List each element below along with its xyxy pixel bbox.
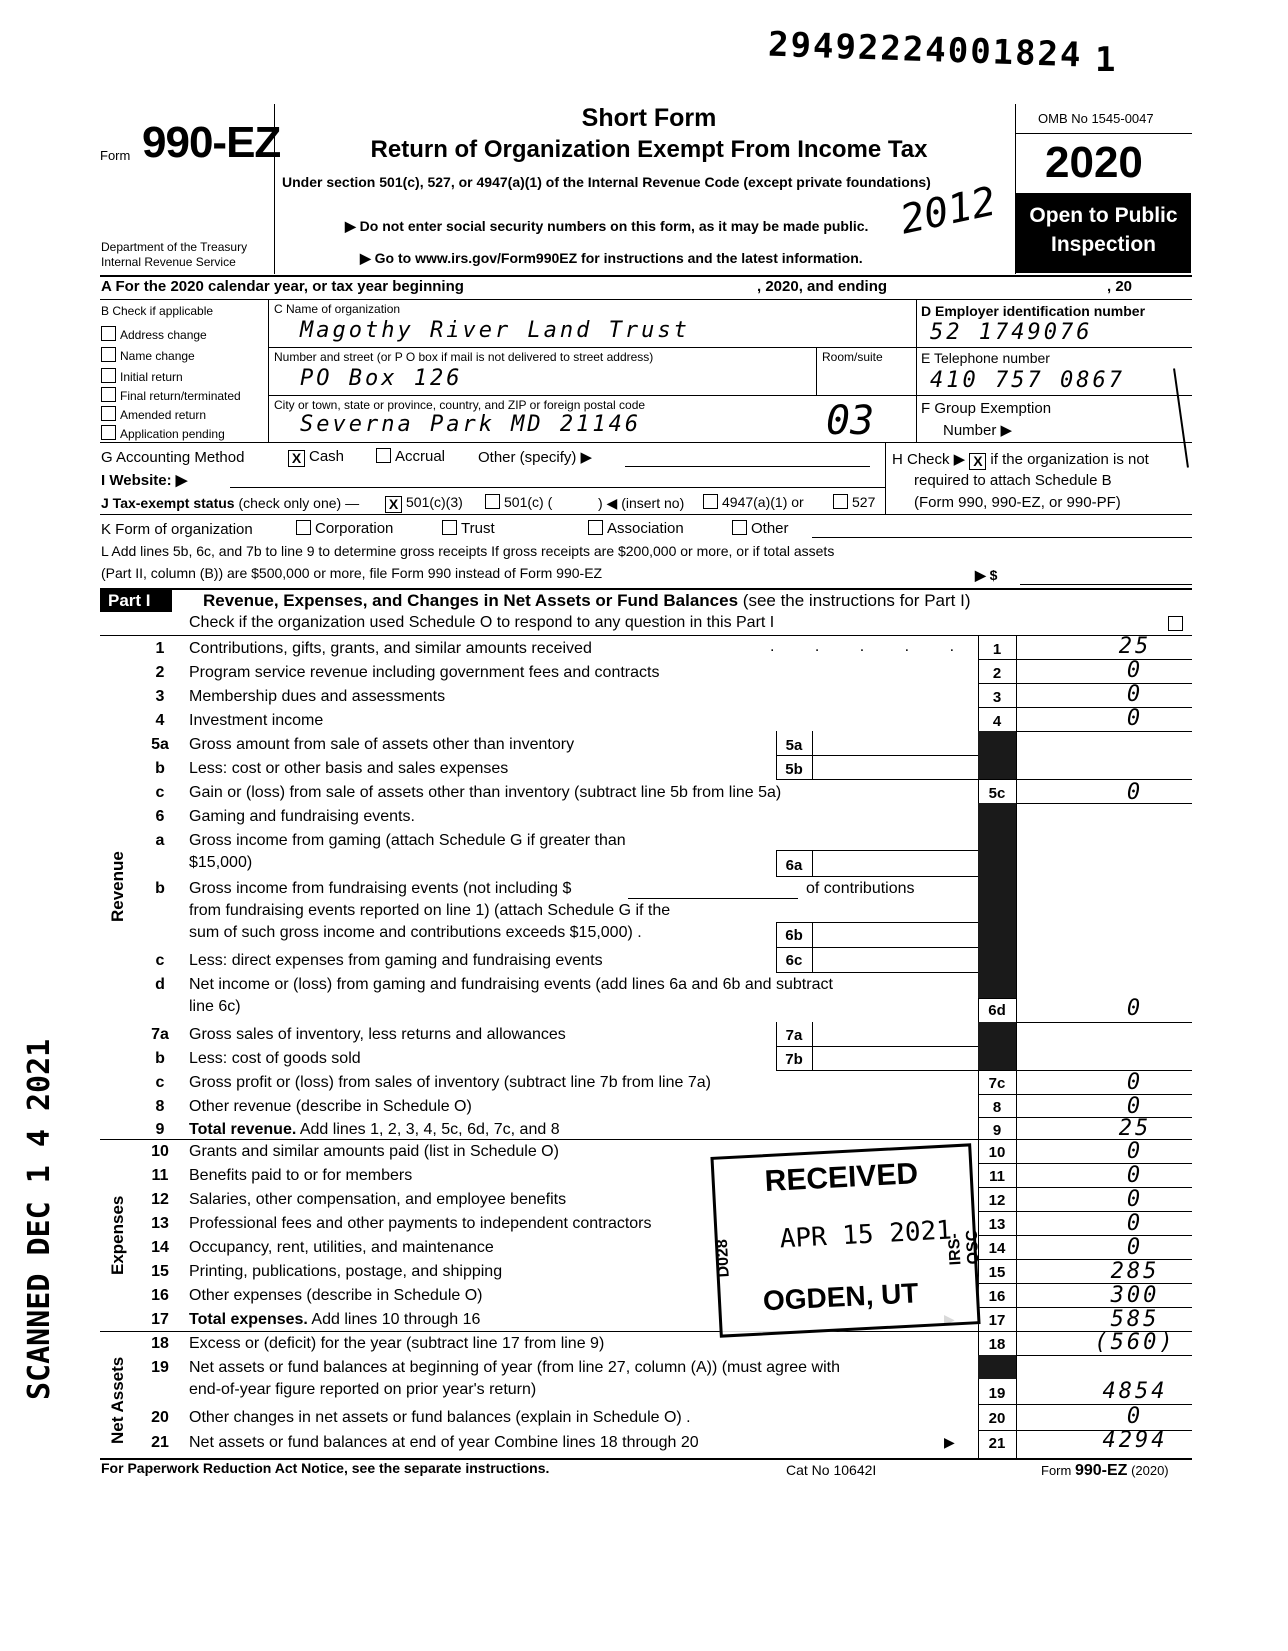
section-b-label: B Check if applicable bbox=[101, 304, 214, 318]
line6c-num: c bbox=[155, 952, 165, 969]
status-501c3-label: 501(c)(3) bbox=[406, 494, 463, 510]
margin-note: 03 bbox=[826, 398, 875, 444]
schedule-b-checkbox[interactable]: X bbox=[969, 453, 986, 470]
scanned-stamp: SCANNED DEC 1 4 2021 bbox=[22, 1038, 57, 1400]
part1-tag: Part I bbox=[108, 591, 151, 610]
line6b-desc1b: of contributions bbox=[806, 880, 915, 897]
line6b-num: b bbox=[155, 880, 165, 897]
line7a-desc: Gross sales of inventory, less returns and allowances bbox=[189, 1026, 566, 1043]
line20-box: 20 bbox=[988, 1410, 1006, 1427]
line11-desc: Benefits paid to or for members bbox=[189, 1167, 413, 1184]
line13-desc: Professional fees and other payments to independent contractors bbox=[189, 1215, 652, 1232]
line6-num: 6 bbox=[155, 808, 165, 825]
received-stamp bbox=[710, 1143, 983, 1337]
line8-value[interactable]: 0 bbox=[1126, 1094, 1144, 1119]
line6d-box: 6d bbox=[988, 1002, 1006, 1019]
line10-desc: Grants and similar amounts paid (list in Schedule O) bbox=[189, 1143, 559, 1160]
form-number: 990-EZ bbox=[142, 118, 281, 167]
line13-box: 13 bbox=[988, 1216, 1006, 1233]
group-exemption-label: F Group Exemption bbox=[921, 400, 1052, 417]
line2-desc: Program service revenue including government fees and contracts bbox=[189, 664, 660, 681]
line6c-desc: Less: direct expenses from gaming and fundraising events bbox=[189, 952, 603, 969]
received-stamp-date: APR 15 2021 bbox=[779, 1215, 953, 1255]
line18-num: 18 bbox=[151, 1335, 169, 1352]
line15-box: 15 bbox=[988, 1264, 1006, 1281]
other-method-label: Other (specify) ▶ bbox=[478, 449, 593, 466]
line18-box: 18 bbox=[988, 1336, 1006, 1353]
line5a-num: 5a bbox=[151, 736, 169, 753]
status-501c3[interactable] bbox=[385, 494, 463, 513]
expenses-side-label: Expenses bbox=[108, 1195, 127, 1275]
line5-shade bbox=[978, 731, 1016, 779]
amended-return-label: Amended return bbox=[120, 408, 207, 422]
org-association-label: Association bbox=[607, 520, 684, 537]
line4-num: 4 bbox=[155, 712, 165, 729]
line6-desc: Gaming and fundraising events. bbox=[189, 808, 415, 825]
line11-box: 11 bbox=[989, 1168, 1005, 1185]
dept-irs: Internal Revenue Service bbox=[101, 255, 236, 269]
line6d-value[interactable]: 0 bbox=[1126, 996, 1144, 1021]
org-name-value[interactable]: Magothy River Land Trust bbox=[300, 318, 690, 343]
footer-paperwork-notice: For Paperwork Reduction Act Notice, see the separate instructions. bbox=[101, 1460, 550, 1476]
form-of-org-label: K Form of organization bbox=[101, 521, 253, 538]
line7b-box: 7b bbox=[785, 1051, 803, 1068]
footer-form-id bbox=[1041, 1462, 1169, 1480]
line5c-value[interactable]: 0 bbox=[1126, 780, 1144, 805]
part1-title-bold: Revenue, Expenses, and Changes in Net Assets or Fund Balances bbox=[203, 591, 739, 610]
checkbox-address-change[interactable] bbox=[101, 326, 207, 342]
dln-stamp-suffix: 1 bbox=[1095, 40, 1116, 80]
line6b-box: 6b bbox=[785, 927, 803, 944]
line9-desc bbox=[189, 1121, 560, 1139]
line20-value[interactable]: 0 bbox=[1126, 1404, 1144, 1429]
line5a-box: 5a bbox=[785, 737, 803, 754]
open-to-public-1: Open to Public bbox=[1029, 204, 1178, 227]
street-value[interactable]: PO Box 126 bbox=[300, 366, 463, 391]
line19-box: 19 bbox=[988, 1385, 1006, 1402]
line13-value[interactable]: 0 bbox=[1126, 1211, 1144, 1236]
footer-form-number: 990-EZ bbox=[1074, 1462, 1128, 1479]
street-label: Number and street (or P O box if mail is not delivered to street address) bbox=[274, 350, 654, 364]
line13-num: 13 bbox=[151, 1215, 169, 1232]
address-change-label: Address change bbox=[120, 328, 207, 342]
net-assets-side-label: Net Assets bbox=[108, 1356, 127, 1444]
org-trust[interactable] bbox=[442, 520, 495, 537]
line6c-box: 6c bbox=[785, 952, 803, 969]
schedule-b-line3: (Form 990, 990-EZ, or 990-PF) bbox=[914, 494, 1121, 511]
org-corporation-label: Corporation bbox=[315, 520, 394, 537]
line15-num: 15 bbox=[151, 1263, 169, 1280]
line16-num: 16 bbox=[151, 1287, 169, 1304]
line2-box: 2 bbox=[992, 665, 1002, 682]
line6a-num: a bbox=[155, 832, 165, 849]
part1-title-note: (see the instructions for Part I) bbox=[742, 591, 971, 610]
margin-bracket bbox=[1173, 368, 1189, 467]
omb-number: OMB No 1545-0047 bbox=[1038, 111, 1154, 126]
line16-value[interactable]: 300 bbox=[1110, 1283, 1160, 1308]
line6a-desc1: Gross income from gaming (attach Schedule G if greater than bbox=[189, 832, 626, 849]
line19-num: 19 bbox=[151, 1359, 169, 1376]
line14-box: 14 bbox=[988, 1240, 1006, 1257]
line6a-desc2: $15,000) bbox=[189, 854, 253, 871]
open-to-public-2: Inspection bbox=[1050, 233, 1156, 256]
line21-value[interactable]: 4294 bbox=[1102, 1428, 1168, 1453]
line2-value[interactable]: 0 bbox=[1126, 658, 1144, 683]
line8-num: 8 bbox=[155, 1098, 165, 1115]
org-other-label: Other bbox=[751, 520, 789, 537]
line7c-num: c bbox=[155, 1074, 165, 1091]
org-name-label: C Name of organization bbox=[274, 302, 401, 316]
dept-treasury: Department of the Treasury bbox=[101, 240, 248, 254]
checkbox-application-pending[interactable] bbox=[101, 425, 225, 441]
org-association[interactable] bbox=[588, 520, 684, 537]
part1-title bbox=[203, 591, 970, 611]
received-stamp-title: RECEIVED bbox=[763, 1157, 919, 1199]
line14-value[interactable]: 0 bbox=[1126, 1235, 1144, 1260]
line10-num: 10 bbox=[151, 1143, 169, 1160]
line5c-num: c bbox=[155, 784, 165, 801]
org-other[interactable] bbox=[732, 520, 789, 537]
revenue-side-label: Revenue bbox=[108, 851, 127, 922]
row-a-end: , 20 bbox=[1107, 278, 1133, 295]
line11-value[interactable]: 0 bbox=[1126, 1163, 1144, 1188]
line9-value[interactable]: 25 bbox=[1118, 1116, 1152, 1141]
line6d-num: d bbox=[155, 976, 165, 993]
ssn-notice: ▶ Do not enter social security numbers on this form, as it may be made public. bbox=[345, 218, 869, 234]
insert-no: ) ◀ (insert no) bbox=[598, 495, 685, 511]
line17-desc bbox=[189, 1311, 480, 1329]
line4-value[interactable]: 0 bbox=[1126, 706, 1144, 731]
line7-shade bbox=[978, 1022, 1016, 1070]
line12-box: 12 bbox=[988, 1192, 1006, 1209]
line19-desc1: Net assets or fund balances at beginning of year (from line 27, column (A)) (must agree with bbox=[189, 1359, 840, 1376]
line15-desc: Printing, publications, postage, and shipping bbox=[189, 1263, 503, 1280]
schedule-o-check-line: Check if the organization used Schedule O to respond to any question in this Part I bbox=[189, 614, 775, 631]
line9-num: 9 bbox=[155, 1121, 165, 1138]
cash-option[interactable] bbox=[288, 448, 344, 467]
checkbox-name-change[interactable] bbox=[101, 347, 195, 363]
line5b-box: 5b bbox=[785, 761, 803, 778]
line6-shade bbox=[978, 803, 1016, 998]
line7c-desc: Gross profit or (loss) from sales of inventory (subtract line 7b from line 7a) bbox=[189, 1074, 711, 1091]
line9-box: 9 bbox=[992, 1122, 1002, 1139]
org-trust-label: Trust bbox=[461, 520, 495, 537]
line16-box: 16 bbox=[988, 1288, 1006, 1305]
line3-num: 3 bbox=[155, 688, 165, 705]
line7c-value[interactable]: 0 bbox=[1126, 1070, 1144, 1095]
line12-num: 12 bbox=[151, 1191, 169, 1208]
line20-desc: Other changes in net assets or fund balances (explain in Schedule O) . bbox=[189, 1409, 691, 1426]
line5c-box: 5c bbox=[988, 785, 1006, 802]
schedule-b-check[interactable] bbox=[892, 450, 1149, 470]
line12-value[interactable]: 0 bbox=[1126, 1187, 1144, 1212]
line1-box: 1 bbox=[992, 641, 1002, 658]
line10-box: 10 bbox=[988, 1144, 1006, 1161]
line2-num: 2 bbox=[155, 664, 165, 681]
line3-box: 3 bbox=[992, 689, 1002, 706]
line3-desc: Membership dues and assessments bbox=[189, 688, 446, 705]
schedule-b-line2: required to attach Schedule B bbox=[914, 472, 1112, 489]
line18-value[interactable]: (560) bbox=[1094, 1330, 1176, 1355]
line7a-num: 7a bbox=[151, 1026, 169, 1043]
ein-value[interactable]: 52 1749076 bbox=[930, 320, 1093, 345]
line8-desc: Other revenue (describe in Schedule O) bbox=[189, 1098, 472, 1115]
tax-exempt-label: J Tax-exempt status bbox=[101, 495, 235, 511]
line6d-desc2: line 6c) bbox=[189, 998, 241, 1015]
website-label: I Website: ▶ bbox=[101, 472, 188, 489]
group-exemption-number: Number ▶ bbox=[943, 422, 1013, 439]
status-501c-label: 501(c) ( bbox=[504, 494, 553, 510]
final-return-label: Final return/terminated bbox=[120, 389, 241, 403]
line10-value[interactable]: 0 bbox=[1126, 1139, 1144, 1164]
received-stamp-left: D028 bbox=[713, 1238, 733, 1278]
line6d-desc1: Net income or (loss) from gaming and fundraising events (add lines 6a and 6b and subtract bbox=[189, 976, 833, 993]
form-subtitle: Under section 501(c), 527, or 4947(a)(1) of the Internal Revenue Code (except private foundations) bbox=[282, 174, 931, 190]
ein-label: D Employer identification number bbox=[921, 303, 1146, 319]
line8-box: 8 bbox=[992, 1099, 1002, 1116]
gross-receipts-line1: L Add lines 5b, 6c, and 7b to line 9 to determine gross receipts If gross receipts are $200,000 or more, or if total assets bbox=[101, 543, 835, 559]
line4-desc: Investment income bbox=[189, 712, 324, 729]
accounting-method-label: G Accounting Method bbox=[101, 449, 245, 466]
initial-return-label: Initial return bbox=[120, 370, 183, 384]
line17-desc-text: Add lines 10 through 16 bbox=[311, 1311, 481, 1328]
tax-year: 2020 bbox=[1045, 138, 1143, 187]
line9-desc-text: Add lines 1, 2, 3, 4, 5c, 6d, 7c, and 8 bbox=[299, 1121, 560, 1138]
line21-desc: Net assets or fund balances at end of year Combine lines 18 through 20 bbox=[189, 1434, 699, 1451]
line7a-box: 7a bbox=[785, 1027, 803, 1044]
checkbox-final-return[interactable] bbox=[101, 387, 241, 403]
line12-desc: Salaries, other compensation, and employee benefits bbox=[189, 1191, 567, 1208]
schedule-b-text: if the organization is not bbox=[990, 451, 1149, 468]
line17-value[interactable]: 585 bbox=[1110, 1307, 1160, 1332]
status-501c[interactable] bbox=[485, 494, 552, 510]
line17-desc-bold: Total expenses. bbox=[189, 1311, 308, 1328]
checkbox-amended-return[interactable] bbox=[101, 406, 206, 422]
line19-desc2: end-of-year figure reported on prior year's return) bbox=[189, 1381, 537, 1398]
row-a-mid: , 2020, and ending bbox=[757, 278, 888, 295]
accrual-option[interactable] bbox=[376, 448, 445, 465]
handwritten-year: 2012 bbox=[896, 178, 1001, 244]
line9-desc-bold: Total revenue. bbox=[189, 1121, 297, 1138]
line17-num: 17 bbox=[151, 1311, 169, 1328]
status-527[interactable] bbox=[833, 494, 875, 510]
line7b-num: b bbox=[155, 1050, 165, 1067]
phone-label: E Telephone number bbox=[921, 350, 1050, 366]
accrual-label: Accrual bbox=[395, 448, 446, 465]
line15-value[interactable]: 285 bbox=[1110, 1259, 1160, 1284]
received-stamp-right: IRS-OSC bbox=[945, 1229, 983, 1266]
tax-exempt-status bbox=[101, 495, 359, 511]
line6a-box: 6a bbox=[785, 857, 803, 874]
line14-num: 14 bbox=[151, 1239, 169, 1256]
line17-box: 17 bbox=[988, 1312, 1006, 1329]
line11-num: 11 bbox=[151, 1167, 169, 1184]
instructions-notice: ▶ Go to www.irs.gov/Form990EZ for instructions and the latest information. bbox=[360, 250, 863, 266]
line18-desc: Excess or (deficit) for the year (subtract line 17 from line 9) bbox=[189, 1335, 605, 1352]
gross-receipts-arrow: ▶ $ bbox=[975, 567, 998, 583]
line1-desc: Contributions, gifts, grants, and similar amounts received bbox=[189, 640, 592, 657]
line5c-desc: Gain or (loss) from sale of assets other than inventory (subtract line 5b from line 5a) bbox=[189, 784, 782, 801]
cash-label: Cash bbox=[309, 448, 345, 465]
city-value[interactable]: Severna Park MD 21146 bbox=[300, 412, 642, 437]
status-527-label: 527 bbox=[852, 494, 876, 510]
application-pending-label: Application pending bbox=[120, 427, 225, 441]
line21-arrow-icon: ▶ bbox=[944, 1434, 955, 1450]
footer-form-pre: Form bbox=[1041, 1463, 1072, 1478]
schedule-o-checkbox[interactable] bbox=[1168, 616, 1183, 631]
status-4947[interactable] bbox=[703, 494, 804, 510]
line19-value[interactable]: 4854 bbox=[1102, 1379, 1168, 1404]
line1-leader: . . . . . bbox=[770, 638, 973, 655]
form-label: Form bbox=[100, 148, 131, 163]
form-title-short: Short Form bbox=[581, 104, 717, 132]
line1-num: 1 bbox=[155, 640, 165, 657]
footer-form-year: (2020) bbox=[1131, 1463, 1169, 1478]
schedule-b-prefix: H Check ▶ bbox=[892, 451, 966, 468]
line1-value[interactable]: 25 bbox=[1118, 634, 1152, 659]
line5b-desc: Less: cost or other basis and sales expenses bbox=[189, 760, 509, 777]
phone-value[interactable]: 410 757 0867 bbox=[930, 368, 1125, 393]
tax-exempt-note: (check only one) — bbox=[238, 495, 360, 511]
org-corporation[interactable] bbox=[296, 520, 393, 537]
line20-num: 20 bbox=[151, 1409, 169, 1426]
line5b-num: b bbox=[155, 760, 165, 777]
line7b-desc: Less: cost of goods sold bbox=[189, 1050, 361, 1067]
received-stamp-city: OGDEN, UT bbox=[762, 1277, 920, 1317]
cash-checkbox[interactable]: X bbox=[288, 450, 305, 467]
city-label: City or town, state or province, country, and ZIP or foreign postal code bbox=[274, 398, 646, 412]
line6b-desc1: Gross income from fundraising events (not including $ bbox=[189, 880, 572, 897]
checkbox-initial-return[interactable] bbox=[101, 368, 183, 384]
row-a-label: A For the 2020 calendar year, or tax year beginning bbox=[101, 278, 464, 295]
status-501c3-checkbox[interactable]: X bbox=[385, 496, 402, 513]
status-4947-label: 4947(a)(1) or bbox=[722, 494, 804, 510]
footer-cat-number: Cat No 10642I bbox=[786, 1462, 877, 1478]
dln-stamp: 29492224001824 bbox=[767, 24, 1084, 76]
line21-box: 21 bbox=[988, 1435, 1006, 1452]
gross-receipts-line2: (Part II, column (B)) are $500,000 or more, file Form 990 instead of Form 990-EZ bbox=[101, 565, 603, 581]
line5a-desc: Gross amount from sale of assets other than inventory bbox=[189, 736, 575, 753]
line3-value[interactable]: 0 bbox=[1126, 682, 1144, 707]
line19-shade bbox=[978, 1355, 1016, 1379]
line14-desc: Occupancy, rent, utilities, and maintenance bbox=[189, 1239, 494, 1256]
line21-num: 21 bbox=[151, 1434, 169, 1451]
line6b-desc2: from fundraising events reported on line 1) (attach Schedule G if the bbox=[189, 902, 671, 919]
line16-desc: Other expenses (describe in Schedule O) bbox=[189, 1287, 483, 1304]
line6b-desc3: sum of such gross income and contributions exceeds $15,000) . bbox=[189, 924, 642, 941]
line4-box: 4 bbox=[992, 713, 1002, 730]
line7c-box: 7c bbox=[988, 1075, 1006, 1092]
form-title-main: Return of Organization Exempt From Income Tax bbox=[370, 136, 928, 163]
room-suite-label: Room/suite bbox=[822, 350, 883, 364]
name-change-label: Name change bbox=[120, 349, 195, 363]
